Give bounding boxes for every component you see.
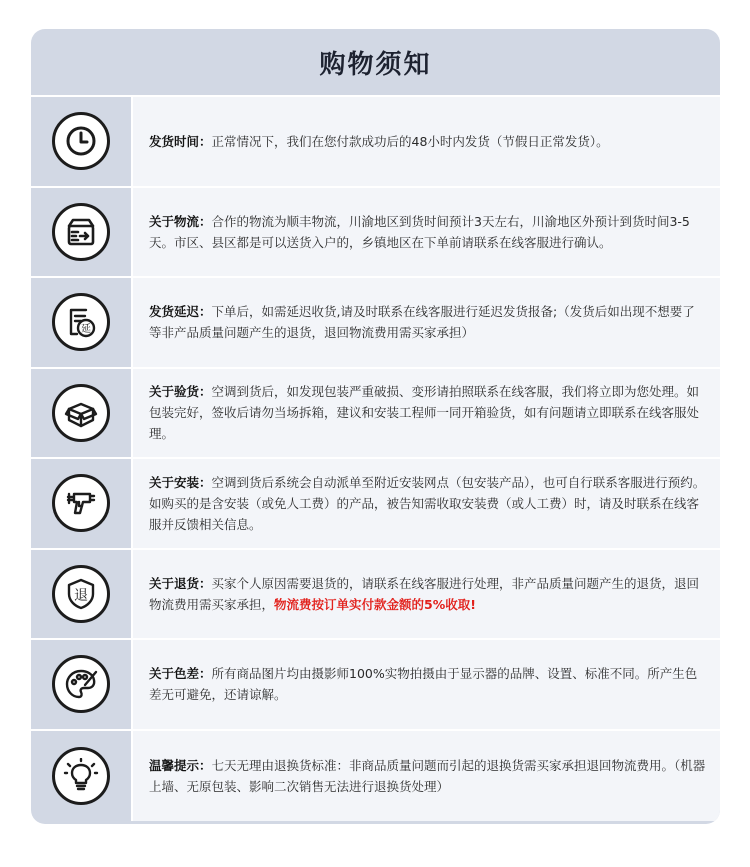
notice-text — [149, 211, 706, 253]
page-title: 购物须知 — [319, 49, 432, 80]
notice-label: 关于色差： — [149, 666, 212, 682]
notice-body: 空调到货后，如发现包装严重破损、变形请拍照联系在线客服，我们将立即为您处理。如包装完好，签收后请勿当场拆箱，建议和安装工程师一同开箱验货，如有问题请立即联系在线客服处理。 — [149, 384, 700, 442]
notice-row-inspection — [31, 369, 720, 460]
notice-row-color-difference — [31, 640, 720, 731]
notice-text — [149, 381, 706, 444]
notice-body: 空调到货后系统会自动派单至附近安装网点（包安装产品），也可自行联系客服进行预约。如购买的是含安装（或免人工费）的产品，被告知需收取安装费（或人工费）时，请及时联系在线客服并反馈相关信息。 — [149, 474, 706, 532]
notice-text — [149, 663, 706, 705]
notice-body: 下单后，如需延迟收货,请及时联系在线客服进行延迟发货报备;（发货后如出现不想要了等非产品质量问题产生的退货，退回物流费用需买家承担） — [149, 304, 695, 341]
notice-row-logistics — [31, 188, 720, 279]
header — [31, 29, 720, 97]
delivery-box-icon — [52, 203, 110, 261]
notice-label: 关于退货： — [149, 575, 212, 591]
notice-row-installation — [31, 459, 720, 550]
svg-text:退: 退 — [74, 587, 88, 604]
notice-row-returns — [31, 550, 720, 641]
notice-label: 关于安装： — [149, 474, 212, 490]
svg-text:延: 延 — [81, 324, 91, 336]
notice-row-tips — [31, 731, 720, 822]
notice-body: 所有商品图片均由摄影师100%实物拍摄由于显示器的品牌、设置、标准不同。所产生色差无可避免，还请谅解。 — [149, 666, 698, 703]
notice-label: 温馨提示： — [149, 757, 212, 773]
shopping-notice-card — [31, 29, 720, 824]
notice-text — [149, 301, 706, 343]
notice-text — [149, 755, 706, 797]
notice-label: 关于验货： — [149, 384, 212, 400]
lightbulb-icon — [52, 747, 110, 805]
notice-text — [149, 131, 609, 152]
notice-text — [149, 573, 706, 615]
notice-row-shipping-time — [31, 97, 720, 188]
notice-highlight: 物流费按订单实付款金额的5%收取! — [274, 596, 476, 612]
drill-icon — [52, 474, 110, 532]
delay-document-icon — [52, 293, 110, 351]
clock-icon — [52, 112, 110, 170]
notice-label: 关于物流： — [149, 213, 212, 229]
notice-label: 发货时间： — [149, 133, 212, 149]
notice-row-shipping-delay — [31, 278, 720, 369]
notice-body: 七天无理由退换货标准：非商品质量问题而引起的退换货需买家承担退回物流费用。（机器上墙、无原包装、影响二次销售无法进行退换货处理） — [149, 757, 706, 794]
notice-label: 发货延迟： — [149, 304, 212, 320]
palette-icon — [52, 655, 110, 713]
open-box-icon — [52, 384, 110, 442]
notice-text — [149, 472, 706, 535]
return-shield-icon — [52, 565, 110, 623]
notice-body: 合作的物流为顺丰物流，川渝地区到货时间预计3天左右，川渝地区外预计到货时间3-5天。市区、县区都是可以送货入户的，乡镇地区在下单前请联系在线客服进行确认。 — [149, 213, 690, 250]
notice-body: 买家个人原因需要退货的，请联系在线客服进行处理，非产品质量问题产生的退货，退回物流费用需买家承担， — [149, 575, 700, 612]
notice-body: 正常情况下，我们在您付款成功后的48小时内发货（节假日正常发货）。 — [211, 133, 609, 149]
